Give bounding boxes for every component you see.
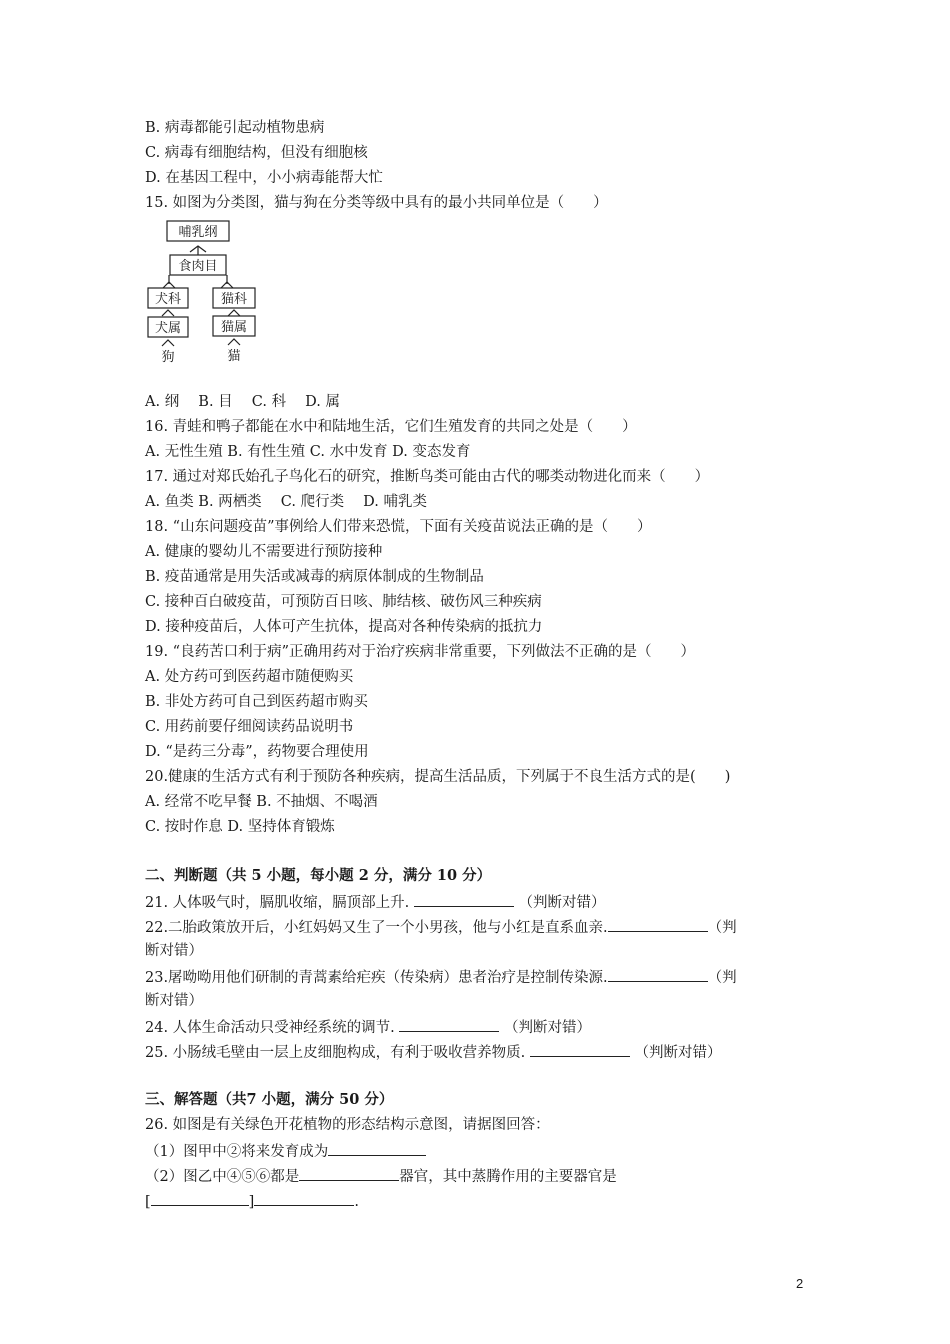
answer-blank[interactable] [608,916,708,932]
arrow-up-icon [228,310,240,316]
arrow-up-icon [162,340,174,346]
arrow-up-icon [162,310,174,316]
page-number: 2 [796,1276,804,1291]
arrow-up-icon [228,339,240,345]
option-19c: C. 用药前要仔细阅读药品说明书 [145,719,354,735]
label-dog: 狗 [161,350,175,365]
answer-blank[interactable] [254,1190,354,1206]
question-26-2-cont: [ ] . [145,1190,359,1212]
options-20ab: A. 经常不吃早餐 B. 不抽烟、不喝酒 [145,794,378,810]
option-19d: D. “是药三分毒”，药物要合理使用 [145,744,369,760]
question-15: 15. 如图为分类图，猫与狗在分类等级中具有的最小共同单位是（ ） [145,195,608,211]
question-16: 16. 青蛙和鸭子都能在水中和陆地生活，它们生殖发育的共同之处是（ ） [145,419,637,435]
answer-blank[interactable] [399,1016,499,1032]
question-26-2: （2）图乙中④⑤⑥都是 器官，其中蒸腾作用的主要器官是 [145,1165,617,1187]
answer-blank[interactable] [328,1140,426,1156]
question-24: 24. 人体生命活动只受神经系统的调节. （判断对错） [145,1016,591,1038]
question-17: 17. 通过对郑氏始孔子鸟化石的研究，推断鸟类可能由古代的哪类动物进化而来（ ） [145,469,710,485]
question-23: 23.屠呦呦用他们研制的青蒿素给疟疾（传染病）患者治疗是控制传染源. （判 [145,966,737,988]
option-14b: B. 病毒都能引起动植物患病 [145,120,325,136]
label-fam-dog: 犬科 [154,292,182,307]
options-17: A. 鱼类 B. 两栖类 C. 爬行类 D. 哺乳类 [145,494,428,510]
answer-blank[interactable] [299,1165,399,1181]
label-cat: 猫 [227,349,241,364]
options-15: A. 纲 B. 目 C. 科 D. 属 [145,394,341,410]
section-3-title: 三、解答题（共7 小题，满分 50 分） [145,1091,394,1108]
question-20: 20.健康的生活方式有利于预防各种疾病，提高生活品质，下列属于不良生活方式的是( ) [145,769,731,785]
label-class: 哺乳纲 [178,225,218,240]
option-18b: B. 疫苗通常是用失活或减毒的病原体制成的生物制品 [145,569,484,585]
answer-blank[interactable] [414,891,514,907]
options-20cd: C. 按时作息 D. 坚持体育锻炼 [145,819,335,835]
classification-diagram [145,218,260,366]
label-order: 食肉目 [178,259,218,274]
option-18c: C. 接种百白破疫苗，可预防百日咳、肺结核、破伤风三种疾病 [145,594,542,610]
question-22: 22.二胎政策放开后，小红妈妈又生了一个小男孩，他与小红是直系血亲. （判 [145,916,737,938]
option-14c: C. 病毒有细胞结构，但没有细胞核 [145,145,368,161]
question-18: 18. “山东问题疫苗”事例给人们带来恐慌，下面有关疫苗说法正确的是（ ） [145,519,652,535]
question-19: 19. “良药苦口利于病”正确用药对于治疗疾病非常重要，下列做法不正确的是（ ） [145,644,695,660]
label-fam-cat: 猫科 [220,292,248,307]
section-2-title: 二、判断题（共 5 小题，每小题 2 分，满分 10 分） [145,867,492,884]
options-16: A. 无性生殖 B. 有性生殖 C. 水中发育 D. 变态发育 [145,444,471,460]
option-19b: B. 非处方药可自己到医药超市购买 [145,694,368,710]
question-26: 26. 如图是有关绿色开花植物的形态结构示意图，请据图回答： [145,1117,550,1133]
answer-blank[interactable] [151,1190,249,1206]
option-18d: D. 接种疫苗后，人体可产生抗体，提高对各种传染病的抵抗力 [145,619,543,635]
label-gen-dog: 犬属 [154,321,182,336]
question-23-cont: 断对错） [145,993,203,1009]
question-25: 25. 小肠绒毛壁由一层上皮细胞构成，有利于吸收营养物质. （判断对错） [145,1041,722,1063]
option-18a: A. 健康的婴幼儿不需要进行预防接种 [145,544,383,560]
option-19a: A. 处方药可到医药超市随便购买 [145,669,354,685]
question-21: 21. 人体吸气时，膈肌收缩，膈顶部上升. （判断对错） [145,891,606,913]
answer-blank[interactable] [530,1041,630,1057]
question-26-1: （1）图甲中②将来发育成为 [145,1140,426,1162]
option-14d: D. 在基因工程中，小小病毒能帮大忙 [145,170,383,186]
answer-blank[interactable] [608,966,708,982]
label-gen-cat: 猫属 [220,320,248,335]
question-22-cont: 断对错） [145,943,203,959]
